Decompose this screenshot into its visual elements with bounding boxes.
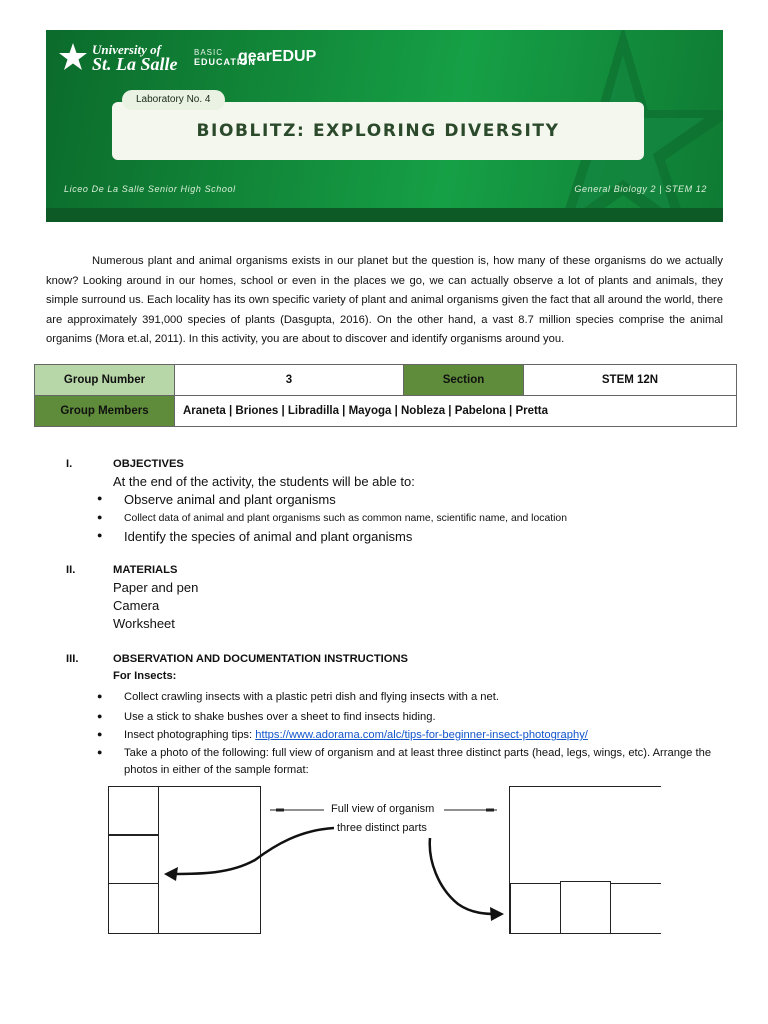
- intro-paragraph: Numerous plant and animal organisms exists in our planet but the question is, how many of these organisms do we actually know? Looking around in our homes, school or even in the places we go, we can actually observe a lot of plants and animals, they simple surround us. Each locality has its own specific variety of plant and animal organisms given the fact that all around the world, there are approximately 391,000 species of plants (Dasgupta, 2016). On the other hand, a vast 8.7 million species comprise the animal organims (Mora et.al, 2011). In this activity, you are about to discover and identify organisms around you.: [46, 255, 723, 345]
- section-label: Section: [404, 365, 524, 396]
- list-item-text: photos in either of the sample format:: [124, 764, 309, 776]
- basic-label: BASIC: [194, 48, 224, 57]
- section-heading: OBJECTIVES: [113, 458, 184, 470]
- group-number-label: Group Number: [35, 365, 175, 396]
- page-title: BIOBLITZ: EXPLORING DIVERSITY: [196, 121, 560, 141]
- course-name: General Biology 2 | STEM 12: [574, 184, 707, 194]
- bullet-icon: ●: [97, 493, 103, 503]
- material-item: Worksheet: [113, 616, 175, 631]
- bullet-icon: ●: [97, 530, 103, 540]
- bullet-icon: ●: [97, 747, 103, 757]
- university-line1: University of: [92, 42, 161, 57]
- list-item-text: Insect photographing tips:: [124, 729, 256, 741]
- section-heading: MATERIALS: [113, 564, 178, 576]
- list-item-text: Use a stick to shake bushes over a sheet to find insects hiding.: [124, 711, 436, 723]
- school-name: Liceo De La Salle Senior High School: [64, 184, 236, 194]
- education-label: EDUCATION: [194, 57, 256, 67]
- list-item-text: Observe animal and plant organisms: [124, 492, 336, 507]
- material-item: Camera: [113, 598, 160, 613]
- objectives-lead: At the end of the activity, the students will be able to:: [113, 474, 415, 489]
- section-value[interactable]: STEM 12N: [524, 365, 737, 396]
- full-view-label: Full view of organism: [331, 803, 435, 815]
- group-number-value[interactable]: 3: [175, 365, 404, 396]
- bullet-icon: ●: [97, 711, 103, 721]
- section-number: III.: [66, 653, 79, 665]
- university-line2: St. La Salle: [92, 54, 178, 74]
- section-number: II.: [66, 564, 76, 576]
- insects-subheading: For Insects:: [113, 670, 177, 682]
- list-item-text: Take a photo of the following: full view of organism and at least three distinct parts (head, legs, wings, etc). Arrange the: [124, 747, 712, 759]
- material-item: Paper and pen: [113, 580, 199, 595]
- list-item-text: Collect crawling insects with a plastic petri dish and flying insects with a net.: [124, 691, 499, 703]
- group-members-label: Group Members: [35, 396, 175, 427]
- section-number: I.: [66, 458, 73, 470]
- insect-photography-link[interactable]: https://www.adorama.com/alc/tips-for-beginner-insect-photography/: [255, 729, 588, 741]
- lab-number-badge: Laboratory No. 4: [122, 90, 225, 110]
- list-item-text: Collect data of animal and plant organisms such as common name, scientific name, and location: [124, 513, 567, 524]
- distinct-parts-label: three distinct parts: [337, 822, 427, 834]
- bullet-icon: ●: [97, 512, 103, 522]
- brand-logo: gearEDUP: [238, 48, 317, 65]
- bullet-icon: ●: [97, 729, 103, 739]
- bullet-icon: ●: [97, 691, 103, 701]
- title-box: [112, 102, 644, 160]
- list-item-text: Identify the species of animal and plant organisms: [124, 529, 413, 544]
- section-heading: OBSERVATION AND DOCUMENTATION INSTRUCTIONS: [113, 653, 409, 665]
- group-members-value[interactable]: Araneta | Briones | Libradilla | Mayoga | Nobleza | Pabelona | Pretta: [175, 396, 737, 427]
